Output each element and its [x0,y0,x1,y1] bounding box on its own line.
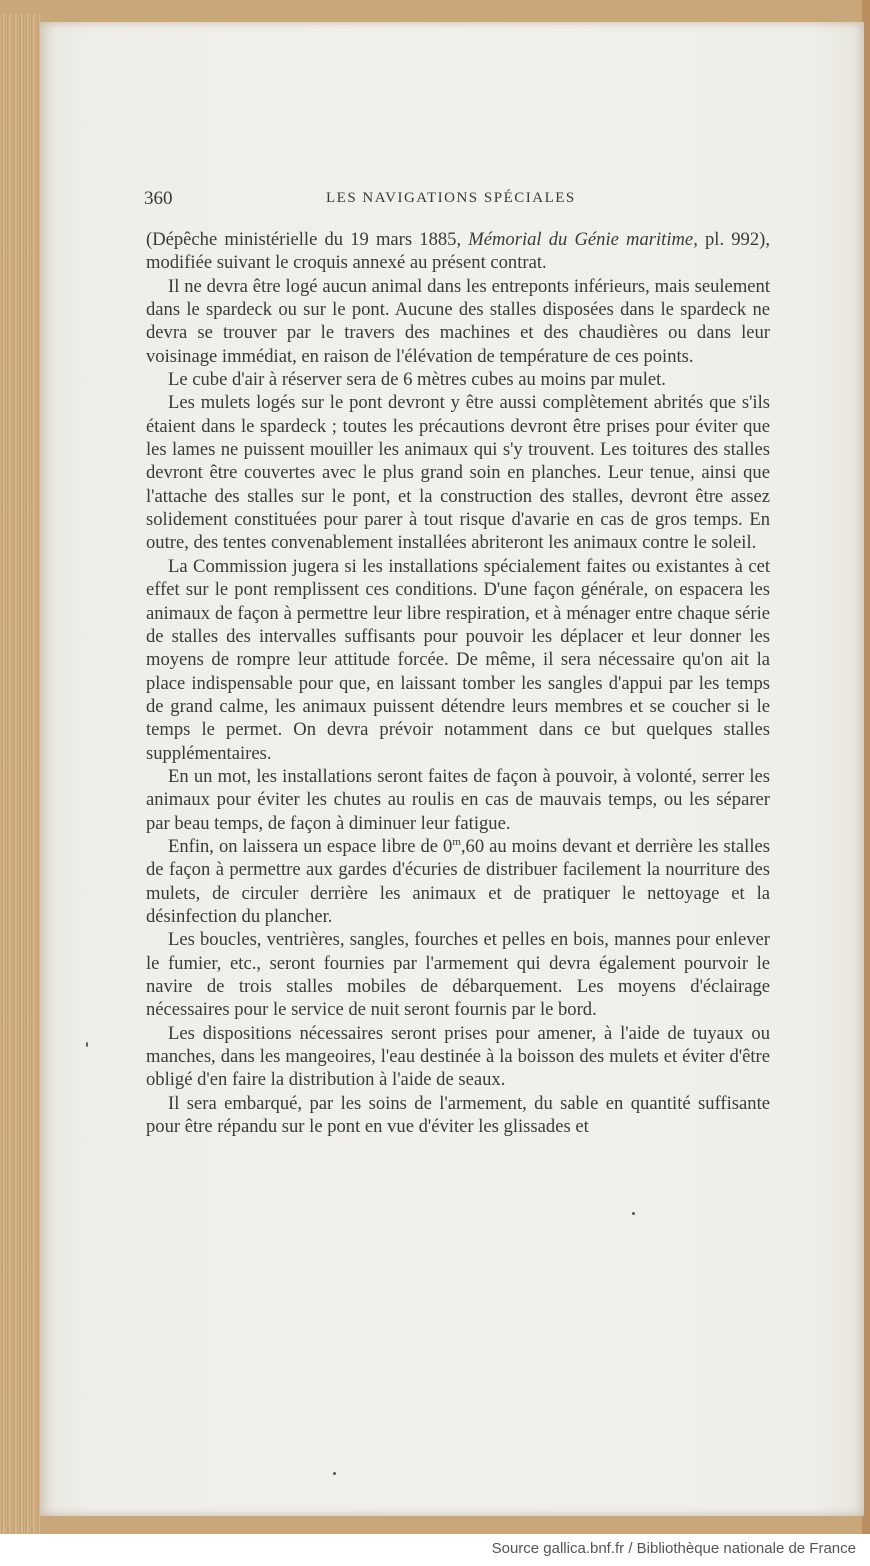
italic-citation: Mémorial du Génie maritime, [468,229,698,250]
page-stack-edge [0,14,40,1534]
paragraph-text: Enfin, on laissera un espace libre de 0 [168,835,453,857]
running-title: LES NAVIGATIONS SPÉCIALES [326,190,576,206]
page-header [144,188,768,216]
paper-speck [333,1472,336,1475]
body-text [146,228,770,1138]
paragraph-text: pl. 992), modifiée suivant le croquis annexé au présent contrat. [146,229,770,274]
paragraph: La Commission jugera si les installations spécialement faites ou existantes à cet effet sur le pont remplissent ces conditions. D'une façon générale, on espacera les animaux de façon à permettre leur libre respiration, et à ménager entre chaque série de stalles des intervalles suffisants pour pouvoir les déplacer et leur donner les moyens de rompre leur attitude forcée. De même, il sera nécessaire qu'on ait la place indispensable pour que, en laissant tomber les sangles d'appui par les temps de grand calme, les animaux puissent détendre leurs membres et se coucher si le temps le permet. On devra prévoir notamment dans ce but quelques stalles supplémentaires. [146,555,770,764]
paragraph: Les dispositions nécessaires seront prises pour amener, à l'aide de tuyaux ou manches, dans les mangeoires, l'eau destinée à la boisson des mulets et éviter d'être obligé d'en faire la distribution à l'aide de seaux. [146,1022,770,1091]
paragraph: Il sera embarqué, par les soins de l'armement, du sable en quantité suffisante pour être répandu sur le pont en vue d'éviter les glissades et [146,1092,770,1138]
source-credit: Source gallica.bnf.fr / Bibliothèque nationale de France [491,1540,856,1557]
page-number: 360 [144,188,173,209]
paragraph-text: (Dépêche ministérielle du 19 mars 1885, [146,229,469,250]
paragraph: Le cube d'air à réserver sera de 6 mètres cubes au moins par mulet. [168,369,666,391]
paragraph [146,228,770,275]
superscript: m [452,835,461,848]
paragraph-text: ,60 au moins devant et derrière les stalles de façon à permettre aux gardes d'écuries de distribuer facilement la nourriture des mulets, de circuler derrière les animaux et de pratiquer le nettoyage et la désinfection du plancher. [146,835,771,927]
paper-speck [632,1212,635,1215]
paragraph [146,835,770,928]
paragraph: En un mot, les installations seront faites de façon à pouvoir, à volonté, serrer les animaux pour éviter les chutes au roulis en cas de mauvais temps, ou les séparer par beau temps, de façon à diminuer leur fatigue. [146,765,770,834]
paragraph: Il ne devra être logé aucun animal dans les entreponts inférieurs, mais seulement dans le spardeck ou sur le pont. Aucune des stalles disposées dans le spardeck ne devra se trouver par le travers des machines et des chaudières ou dans leur voisinage immédiat, en raison de l'élévation de température de ces points. [146,275,770,367]
paper-speck [86,1042,88,1047]
paragraph: Les mulets logés sur le pont devront y être aussi complètement abrités que s'ils étaient dans le spardeck ; toutes les précautions devront être prises pour éviter que les lames ne puissent mouiller les animaux qui s'y trouvent. Les toitures des stalles devront être couvertes avec le plus grand soin en planches. Leur tenue, ainsi que l'attache des stalles sur le pont, et la construction des stalles, devront être assez solidement constituées pour parer à tout risque d'avarie en cas de gros temps. En outre, des tentes convenablement installées abriteront les animaux contre le soleil. [146,392,770,554]
paragraph: Les boucles, ventrières, sangles, fourches et pelles en bois, mannes pour enlever le fumier, etc., seront fournies par l'armement qui devra également pourvoir le navire de trois stalles mobiles de débarquement. Les moyens d'éclairage nécessaires pour le service de nuit seront fournis par le bord. [146,929,770,1021]
